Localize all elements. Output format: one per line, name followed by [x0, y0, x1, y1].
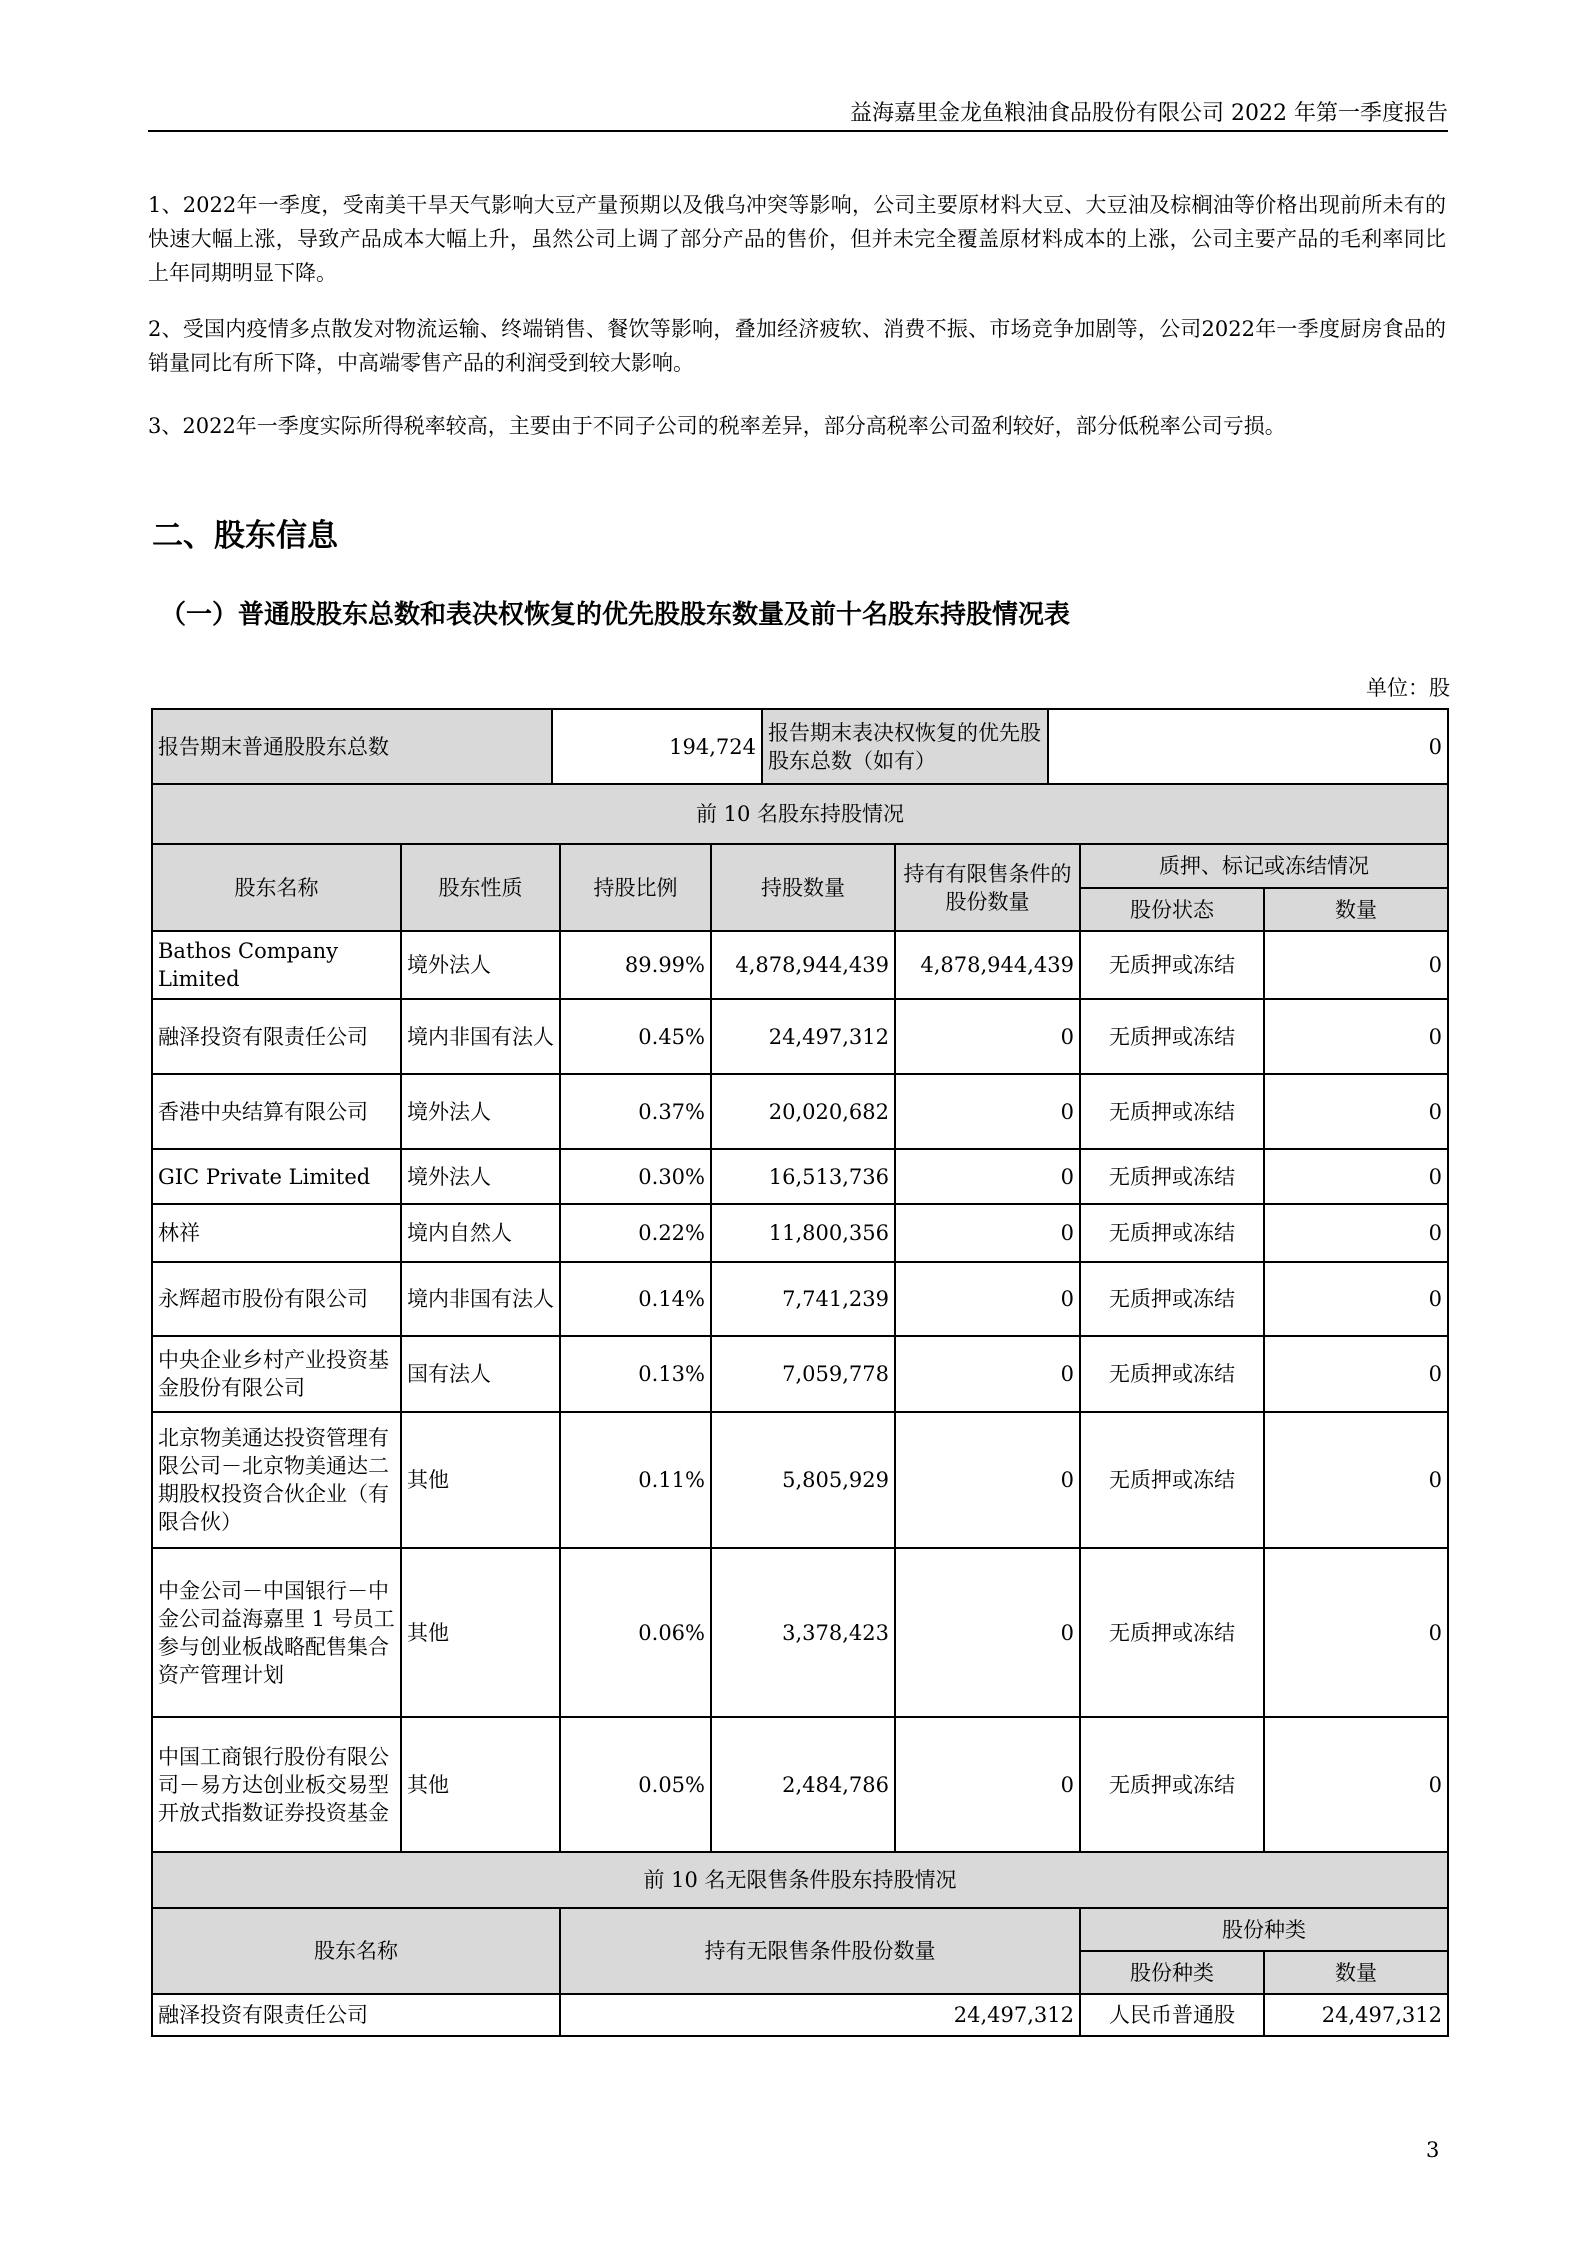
- table-row: [152, 931, 1448, 999]
- shareholder-nature: 其他: [401, 1717, 560, 1852]
- shareholder-nature: 其他: [401, 1412, 560, 1548]
- table-row: [152, 1336, 1448, 1412]
- shareholder-nature: 境内非国有法人: [401, 1262, 560, 1336]
- summary-row: [152, 709, 1448, 784]
- table-row: [152, 1149, 1448, 1204]
- table-row: [152, 1548, 1448, 1717]
- pledge-amount: 0: [1264, 931, 1448, 999]
- pledge-amount: 0: [1264, 1412, 1448, 1548]
- subsection-title: （一）普通股股东总数和表决权恢复的优先股股东数量及前十名股东持股情况表: [160, 600, 1071, 630]
- pledge-amount: 0: [1264, 1204, 1448, 1262]
- header-amount: 数量: [1264, 888, 1448, 931]
- holding-quantity: 7,741,239: [711, 1262, 895, 1336]
- unrestricted-title: 前 10 名无限售条件股东持股情况: [152, 1852, 1448, 1908]
- top10-title-row: [152, 784, 1448, 844]
- shareholder-name: GIC Private Limited: [152, 1149, 401, 1204]
- restricted-quantity: 0: [895, 1074, 1080, 1149]
- header-pledge: 质押、标记或冻结情况: [1080, 844, 1448, 888]
- summary-table: [151, 708, 1449, 785]
- top10-table: [151, 783, 1449, 2037]
- restricted-quantity: 4,878,944,439: [895, 931, 1080, 999]
- shareholder-nature: 境内非国有法人: [401, 999, 560, 1074]
- pledge-status: 无质押或冻结: [1080, 999, 1264, 1074]
- restricted-quantity: 0: [895, 1204, 1080, 1262]
- pledge-amount: 0: [1264, 999, 1448, 1074]
- section-title: 二、股东信息: [152, 518, 338, 554]
- header-name: 股东名称: [152, 844, 401, 931]
- holding-quantity: 20,020,682: [711, 1074, 895, 1149]
- shareholder-name: 香港中央结算有限公司: [152, 1074, 401, 1149]
- report-title: 益海嘉里金龙鱼粮油食品股份有限公司 2022 年第一季度报告: [850, 101, 1448, 126]
- pledge-amount: 0: [1264, 1074, 1448, 1149]
- holding-ratio: 0.30%: [560, 1149, 711, 1204]
- header-quantity: 持股数量: [711, 844, 895, 931]
- holding-quantity: 7,059,778: [711, 1336, 895, 1412]
- pledge-status: 无质押或冻结: [1080, 1548, 1264, 1717]
- unrestricted-title-row: [152, 1852, 1448, 1908]
- top10-header-row: [152, 844, 1448, 888]
- holding-ratio: 0.14%: [560, 1262, 711, 1336]
- holding-ratio: 0.45%: [560, 999, 711, 1074]
- unrestricted-holder-name: 融泽投资有限责任公司: [152, 1994, 560, 2036]
- pledge-status: 无质押或冻结: [1080, 1412, 1264, 1548]
- holding-quantity: 11,800,356: [711, 1204, 895, 1262]
- restricted-quantity: 0: [895, 1336, 1080, 1412]
- holding-ratio: 89.99%: [560, 931, 711, 999]
- shareholder-nature: 境外法人: [401, 931, 560, 999]
- restricted-quantity: 0: [895, 999, 1080, 1074]
- header-nature: 股东性质: [401, 844, 560, 931]
- holding-quantity: 24,497,312: [711, 999, 895, 1074]
- pledge-status: 无质押或冻结: [1080, 1074, 1264, 1149]
- pledge-amount: 0: [1264, 1149, 1448, 1204]
- paragraph-3: 3、2022年一季度实际所得税率较高，主要由于不同子公司的税率差异，部分高税率公司盈利较好，部分低税率公司亏损。: [148, 414, 1286, 438]
- unit-label: 单位：股: [1366, 676, 1450, 700]
- unrestricted-class-amount: 24,497,312: [1264, 1994, 1448, 2036]
- unrestricted-class-type: 人民币普通股: [1080, 1994, 1264, 2036]
- shareholder-name: 永辉超市股份有限公司: [152, 1262, 401, 1336]
- holding-quantity: 5,805,929: [711, 1412, 895, 1548]
- shareholder-nature: 国有法人: [401, 1336, 560, 1412]
- table-row: [152, 1994, 1448, 2036]
- table-row: [152, 1074, 1448, 1149]
- pledge-status: 无质押或冻结: [1080, 1204, 1264, 1262]
- shareholder-name: 林祥: [152, 1204, 401, 1262]
- shareholder-nature: 其他: [401, 1548, 560, 1717]
- restricted-quantity: 0: [895, 1548, 1080, 1717]
- unrestricted-header-row: [152, 1908, 1448, 1951]
- table-row: [152, 999, 1448, 1074]
- holding-quantity: 4,878,944,439: [711, 931, 895, 999]
- restricted-quantity: 0: [895, 1412, 1080, 1548]
- pledge-amount: 0: [1264, 1717, 1448, 1852]
- table-row: [152, 1717, 1448, 1852]
- pledge-status: 无质押或冻结: [1080, 1717, 1264, 1852]
- page-header: [148, 92, 1448, 132]
- unrestricted-header-class-type: 股份种类: [1080, 1951, 1264, 1994]
- pledge-status: 无质押或冻结: [1080, 1336, 1264, 1412]
- holding-quantity: 16,513,736: [711, 1149, 895, 1204]
- header-restricted: 持有有限售条件的股份数量: [895, 844, 1080, 931]
- shareholder-name: Bathos Company Limited: [152, 931, 401, 999]
- table-row: [152, 1412, 1448, 1548]
- paragraph-2: 2、受国内疫情多点散发对物流运输、终端销售、餐饮等影响，叠加经济疲软、消费不振、市场竞争加剧等，公司2022年一季度厨房食品的销量同比有所下降，中高端零售产品的利润受到较大影响。: [148, 317, 1446, 375]
- paragraph-1: 1、2022年一季度，受南美干旱天气影响大豆产量预期以及俄乌冲突等影响，公司主要原材料大豆、大豆油及棕榈油等价格出现前所未有的快速大幅上涨，导致产品成本大幅上升，虽然公司上调了部分产品的售价，但并未完全覆盖原材料成本的上涨，公司主要产品的毛利率同比上年同期明显下降。: [148, 193, 1446, 285]
- pledge-status: 无质押或冻结: [1080, 1149, 1264, 1204]
- pledge-amount: 0: [1264, 1262, 1448, 1336]
- pledge-amount: 0: [1264, 1336, 1448, 1412]
- holding-quantity: 2,484,786: [711, 1717, 895, 1852]
- holding-ratio: 0.06%: [560, 1548, 711, 1717]
- page-number: 3: [1426, 2138, 1440, 2162]
- holding-ratio: 0.37%: [560, 1074, 711, 1149]
- unrestricted-header-class-amount: 数量: [1264, 1951, 1448, 1994]
- holding-ratio: 0.22%: [560, 1204, 711, 1262]
- total-holders-label: 报告期末普通股股东总数: [152, 709, 552, 784]
- header-ratio: 持股比例: [560, 844, 711, 931]
- pledge-status: 无质押或冻结: [1080, 1262, 1264, 1336]
- preferred-holders-value: 0: [1048, 709, 1448, 784]
- holding-quantity: 3,378,423: [711, 1548, 895, 1717]
- total-holders-value: 194,724: [552, 709, 762, 784]
- unrestricted-quantity: 24,497,312: [560, 1994, 1080, 2036]
- unrestricted-header-name: 股东名称: [152, 1908, 560, 1994]
- shareholder-name: 中国工商银行股份有限公司－易方达创业板交易型开放式指数证券投资基金: [152, 1717, 401, 1852]
- restricted-quantity: 0: [895, 1262, 1080, 1336]
- pledge-status: 无质押或冻结: [1080, 931, 1264, 999]
- top10-title: 前 10 名股东持股情况: [152, 784, 1448, 844]
- restricted-quantity: 0: [895, 1717, 1080, 1852]
- unrestricted-header-quantity: 持有无限售条件股份数量: [560, 1908, 1080, 1994]
- unrestricted-header-share-class: 股份种类: [1080, 1908, 1448, 1951]
- shareholder-name: 北京物美通达投资管理有限公司－北京物美通达二期股权投资合伙企业（有限合伙）: [152, 1412, 401, 1548]
- shareholder-nature: 境内自然人: [401, 1204, 560, 1262]
- header-status: 股份状态: [1080, 888, 1264, 931]
- table-row: [152, 1262, 1448, 1336]
- holding-ratio: 0.13%: [560, 1336, 711, 1412]
- holding-ratio: 0.05%: [560, 1717, 711, 1852]
- shareholder-name: 融泽投资有限责任公司: [152, 999, 401, 1074]
- restricted-quantity: 0: [895, 1149, 1080, 1204]
- preferred-holders-label: 报告期末表决权恢复的优先股股东总数（如有）: [762, 709, 1048, 784]
- shareholder-nature: 境外法人: [401, 1149, 560, 1204]
- shareholder-name: 中金公司－中国银行－中金公司益海嘉里 1 号员工参与创业板战略配售集合资产管理计划: [152, 1548, 401, 1717]
- pledge-amount: 0: [1264, 1548, 1448, 1717]
- shareholder-name: 中央企业乡村产业投资基金股份有限公司: [152, 1336, 401, 1412]
- holding-ratio: 0.11%: [560, 1412, 711, 1548]
- table-row: [152, 1204, 1448, 1262]
- shareholder-nature: 境外法人: [401, 1074, 560, 1149]
